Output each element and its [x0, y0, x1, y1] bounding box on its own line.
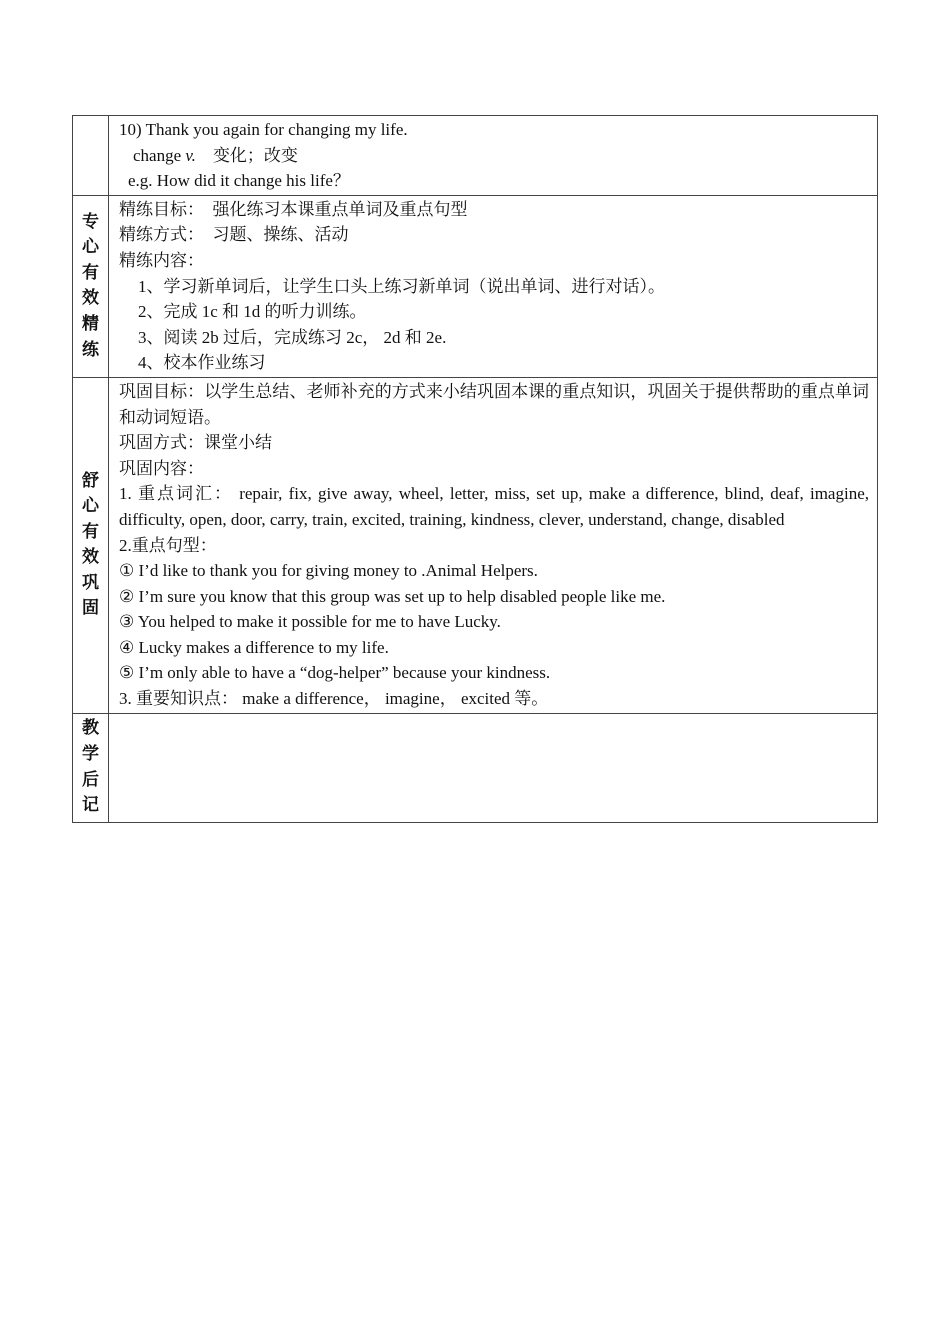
- practice-item: 1、学习新单词后，让学生口头上练习新单词（说出单词、进行对话）。: [138, 276, 665, 296]
- table-row: [73, 377, 878, 713]
- side-char: 精: [82, 313, 99, 334]
- key-sentence: ③ You helped to make it possible for me to have Lucky.: [119, 612, 501, 632]
- key-knowledge: 3. 重要知识点： make a difference， imagine， excited 等。: [119, 689, 549, 709]
- part-of-speech: v.: [185, 145, 196, 165]
- side-char: 后: [82, 769, 99, 790]
- table-row: [73, 116, 878, 196]
- teaching-notes-cell: [109, 713, 878, 822]
- side-char: 效: [82, 547, 99, 568]
- lesson-plan-table: [72, 115, 878, 823]
- practice-item: 4、校本作业练习: [138, 353, 266, 373]
- practice-content-label: 精练内容：: [119, 250, 204, 270]
- key-sentence: ② I’m sure you know that this group was set up to help disabled people like me.: [119, 586, 666, 606]
- consolidate-goal: 巩固目标：以学生总结、老师补充的方式来小结巩固本课的重点知识，巩固关于提供帮助的重点单词和动词短语。: [119, 381, 869, 427]
- practice-cell: [109, 195, 878, 377]
- side-char: 舒: [82, 470, 99, 491]
- example-usage: e.g. How did it change his life？: [128, 171, 350, 191]
- vocab-meaning: 变化；改变: [212, 145, 298, 165]
- side-char: 教: [82, 718, 99, 739]
- consolidate-cell: [109, 377, 878, 713]
- side-char: 固: [82, 598, 99, 619]
- side-label-practice: [73, 195, 109, 377]
- key-vocabulary: 1. 重点词汇： repair, fix, give away, wheel, letter, miss, set up, make a difference, blind, deaf, imagine, difficulty, open, door, carry, train, excited, training, kindness, clever, understand, change, disabled: [119, 484, 869, 529]
- vocab-entry-change: [119, 143, 869, 169]
- side-char: 练: [82, 339, 99, 360]
- side-label-consolidate: [73, 377, 109, 713]
- side-char: 学: [82, 744, 99, 765]
- side-label-notes: [73, 713, 109, 822]
- vocab-word: change: [133, 145, 182, 165]
- consolidate-method: 巩固方式：课堂小结: [119, 433, 272, 453]
- side-char: 有: [82, 262, 99, 283]
- side-char: 心: [82, 496, 99, 517]
- table-row: [73, 713, 878, 822]
- practice-item: 2、完成 1c 和 1d 的听力训练。: [138, 302, 367, 322]
- practice-goal: 精练目标： 强化练习本课重点单词及重点句型: [119, 199, 468, 219]
- key-sentence: ⑤ I’m only able to have a “dog-helper” because your kindness.: [119, 663, 551, 683]
- practice-item: 3、阅读 2b 过后，完成练习 2c， 2d 和 2e.: [138, 327, 447, 347]
- side-char: 巩: [82, 572, 99, 593]
- key-sentences-label: 2.重点句型：: [119, 535, 217, 555]
- side-char: 效: [82, 288, 99, 309]
- consolidate-content-label: 巩固内容：: [119, 458, 204, 478]
- side-char: 心: [82, 237, 99, 258]
- table-row: [73, 195, 878, 377]
- key-sentence: ① I’d like to thank you for giving money to .Animal Helpers.: [119, 561, 538, 581]
- side-char: 记: [82, 795, 99, 816]
- side-label-empty: [73, 116, 109, 196]
- side-char: 有: [82, 521, 99, 542]
- key-sentence: ④ Lucky makes a difference to my life.: [119, 637, 389, 657]
- carryover-cell: [109, 116, 878, 196]
- side-char: 专: [82, 211, 99, 232]
- practice-method: 精练方式： 习题、操练、活动: [119, 225, 349, 245]
- example-sentence-10: 10) Thank you again for changing my life.: [119, 120, 408, 139]
